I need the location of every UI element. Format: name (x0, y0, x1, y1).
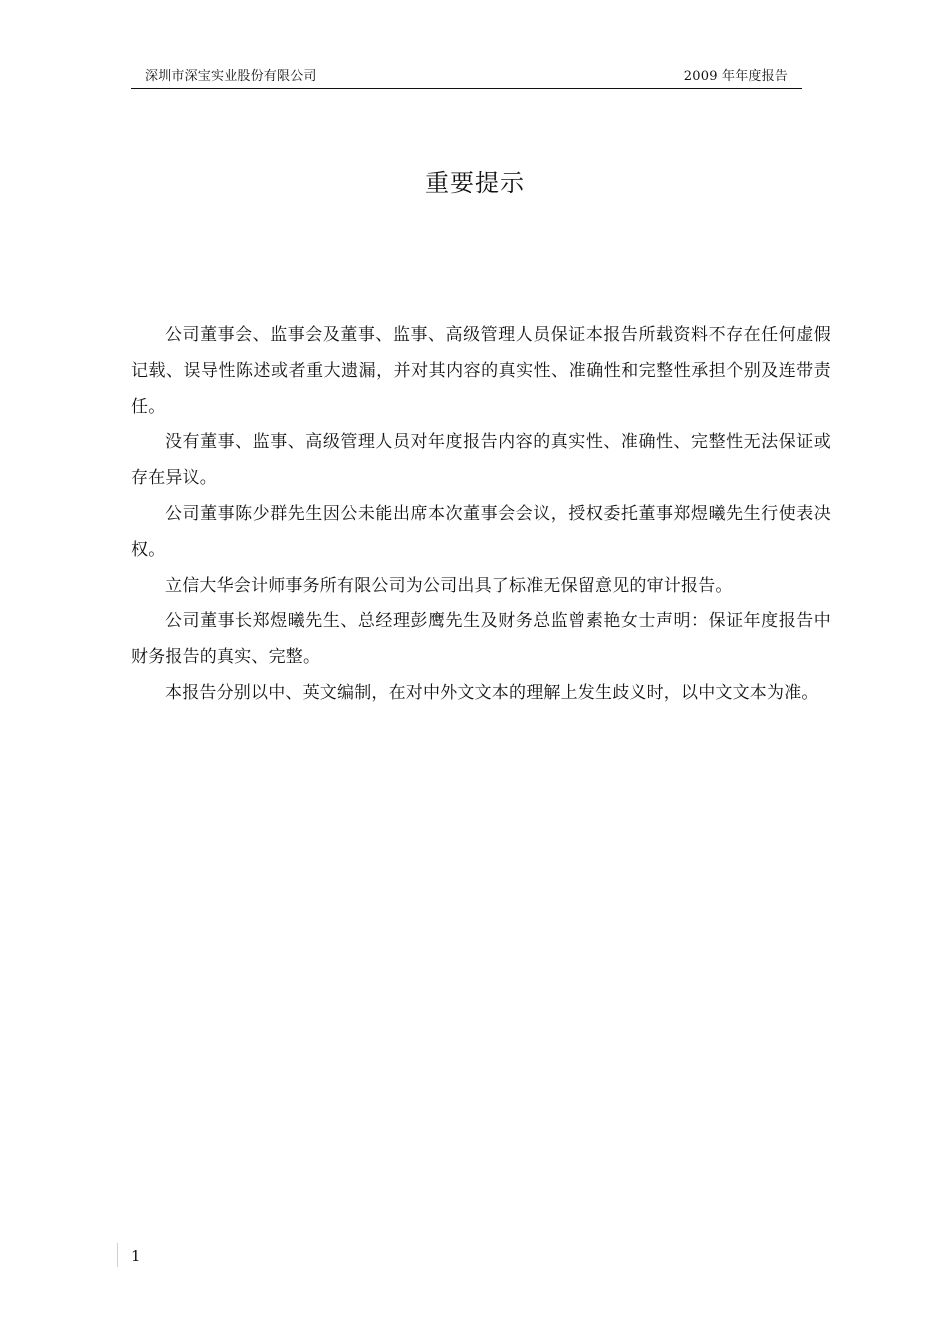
notice-paragraph: 本报告分别以中、英文编制，在对中外文文本的理解上发生歧义时，以中文文本为准。 (165, 682, 819, 703)
footer-divider (117, 1243, 118, 1267)
page-header (131, 66, 802, 89)
notice-paragraph: 公司董事长郑煜曦先生、总经理彭鹰先生及财务总监曾素艳女士声明：保证年度报告中财务报告的真实、完整。 (131, 611, 831, 668)
notice-paragraph: 公司董事陈少群先生因公未能出席本次董事会会议，授权委托董事郑煜曦先生行使表决权。 (131, 503, 831, 560)
company-name: 深圳市深宝实业股份有限公司 (145, 69, 317, 84)
important-notice-body (131, 318, 831, 712)
notice-paragraph: 没有董事、监事、高级管理人员对年度报告内容的真实性、准确性、完整性无法保证或存在异议。 (131, 432, 831, 489)
page-title: 重要提示 (425, 169, 525, 197)
report-title: 2009 年年度报告 (683, 69, 788, 84)
page-number: 1 (131, 1247, 141, 1265)
notice-paragraph: 立信大华会计师事务所有限公司为公司出具了标准无保留意见的审计报告。 (165, 575, 733, 596)
notice-paragraph: 公司董事会、监事会及董事、监事、高级管理人员保证本报告所载资料不存在任何虚假记载、误导性陈述或者重大遗漏，并对其内容的真实性、准确性和完整性承担个别及连带责任。 (131, 325, 831, 417)
